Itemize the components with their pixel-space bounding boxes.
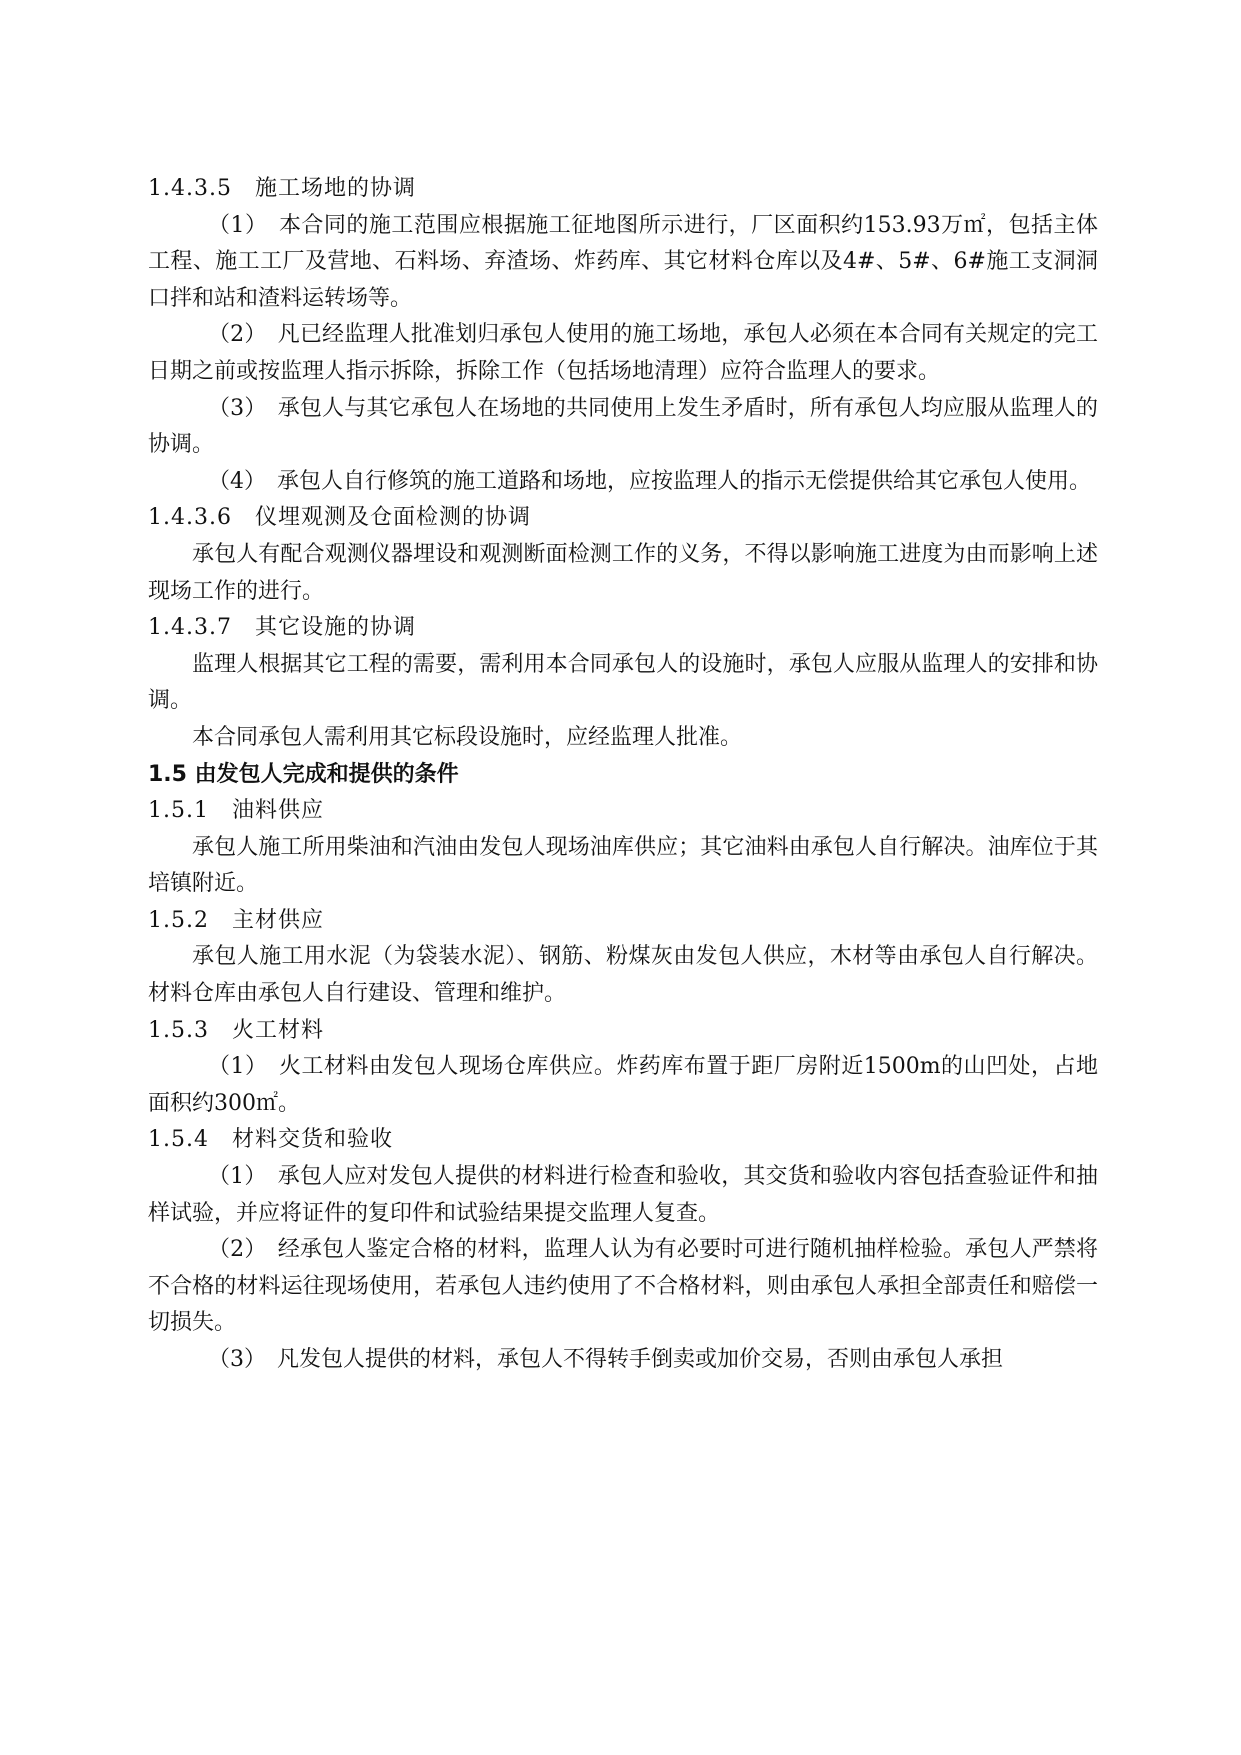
heading-1-4-3-5: 1.4.3.5 施工场地的协调 — [148, 176, 416, 201]
heading-1-5-4: 1.5.4 材料交货和验收 — [148, 1127, 393, 1153]
heading-1-5-1: 1.5.1 油料供应 — [148, 798, 324, 824]
paragraph-acceptance-2: （2） 经承包人鉴定合格的材料，监理人认为有必要时可进行随机抽样检验。承包人严禁将不合格的材料运往现场使用，若承包人违约使用了不合格材料，则由承包人承担全部责任和赔偿一切损失。 — [148, 1237, 1098, 1336]
paragraph-main-material: 承包人施工用水泥（为袋装水泥）、钢筋、粉煤灰由发包人供应，木材等由承包人自行解决。材料仓库由承包人自行建设、管理和维护。 — [148, 944, 1098, 1007]
paragraph-construction-area: （1） 本合同的施工范围应根据施工征地图所示进行，厂区面积约153.93万㎡，包括主体工程、施工工厂及营地、石料场、弃渣场、炸药库、其它材料仓库以及4#、5#、6#施工支洞洞口拌和站和渣料运转场等。 — [148, 212, 1098, 311]
paragraph-monitoring: 承包人有配合观测仪器埋设和观测断面检测工作的义务，不得以影响施工进度为由而影响上述现场工作的进行。 — [148, 541, 1098, 604]
paragraph-roads: （4） 承包人自行修筑的施工道路和场地，应按监理人的指示无偿提供给其它承包人使用。 — [208, 468, 1092, 494]
heading-1-5-3: 1.5.3 火工材料 — [148, 1017, 324, 1043]
paragraph-facilities-a: 监理人根据其它工程的需要，需利用本合同承包人的设施时，承包人应服从监理人的安排和协调。 — [148, 651, 1098, 714]
heading-1-4-3-6: 1.4.3.6 仪埋观测及仓面检测的协调 — [148, 505, 531, 531]
heading-1-4-3-7: 1.4.3.7 其它设施的协调 — [148, 615, 416, 641]
paragraph-facilities-b: 本合同承包人需利用其它标段设施时，应经监理人批准。 — [192, 724, 743, 750]
paragraph-oil-supply: 承包人施工所用柴油和汽油由发包人现场油库供应；其它油料由承包人自行解决。油库位于其培镇附近。 — [148, 834, 1098, 897]
section-title-1-5: 1.5 由发包人完成和提供的条件 — [148, 761, 459, 787]
paragraph-explosives: （1） 火工材料由发包人现场仓库供应。炸药库布置于距厂房附近1500m的山凹处，占地面积约300㎡。 — [148, 1054, 1098, 1116]
paragraph-acceptance-3: （3） 凡发包人提供的材料，承包人不得转手倒卖或加价交易，否则由承包人承担 — [208, 1347, 1003, 1372]
paragraph-site-removal: （2） 凡已经监理人批准划归承包人使用的施工场地，承包人必须在本合同有关规定的完工日期之前或按监理人指示拆除，拆除工作（包括场地清理）应符合监理人的要求。 — [148, 322, 1098, 384]
paragraph-acceptance-1: （1） 承包人应对发包人提供的材料进行检查和验收，其交货和验收内容包括查验证件和抽样试验，并应将证件的复印件和试验结果提交监理人复查。 — [148, 1164, 1098, 1226]
document-page — [148, 171, 1098, 1379]
heading-1-5-2: 1.5.2 主材供应 — [148, 907, 324, 933]
paragraph-shared-site: （3） 承包人与其它承包人在场地的共同使用上发生矛盾时，所有承包人均应服从监理人的协调。 — [148, 395, 1098, 458]
